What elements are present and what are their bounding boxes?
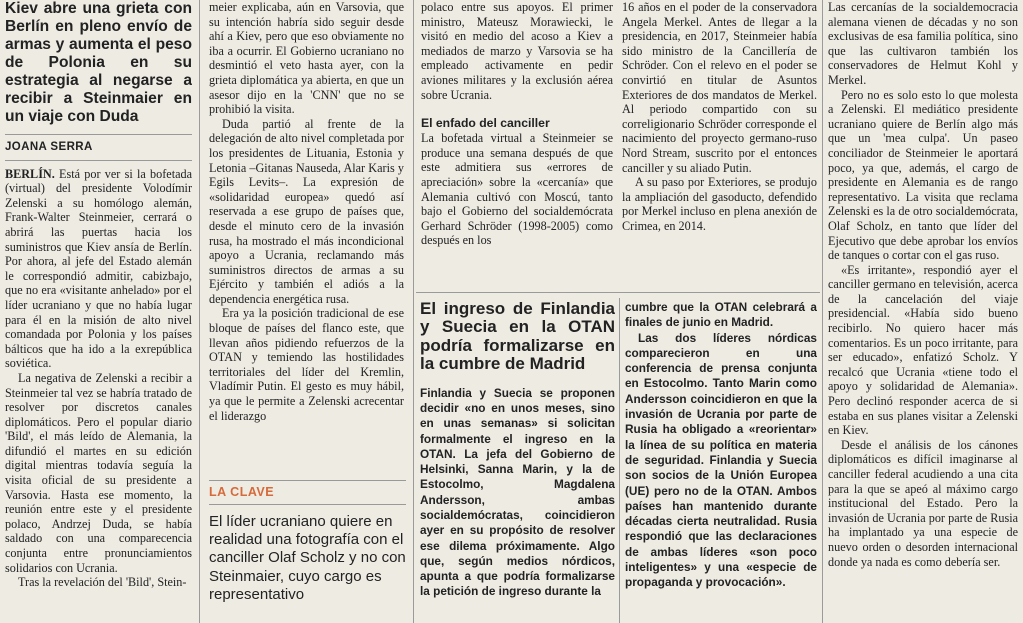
article-column-1 xyxy=(5,0,192,623)
article-paragraph: Las cercanías de la socialdemocracia alemana vienen de décadas y no son exclusivas de esa familia política, sino que las cultivaron también los conservadores de Helmut Kohl y Merkel. xyxy=(828,0,1018,87)
byline-rule-bottom xyxy=(5,160,192,161)
column-divider xyxy=(199,0,200,623)
article-headline: Kiev abre una grieta con Berlín en pleno envío de armas y aumenta el peso de Polonia en su estrategia al negarse a recibir a Steinmaier en un viaje con Duda xyxy=(5,0,192,125)
box-paragraph: Las dos líderes nórdicas comparecieron en una conferencia de prensa conjunta en Estocolmo. Tanto Marin como Andersson coincidieron en que la invasión de Ucrania por parte de Rusia ha obligado a «reorientar» la línea de su política en materia de seguridad. Finlandia y Suecia son socios de la Unión Europea (UE) pero no de la OTAN. Ambos países han mantenido durante décadas cierta neutralidad. Rusia respondió que las declaraciones de ambas líderes «son poco inteligentes» y una «especie de propaganda y provocación». xyxy=(625,330,817,590)
article-column-2 xyxy=(209,0,404,470)
box-top-rule xyxy=(416,292,820,293)
box-column-divider xyxy=(619,298,620,623)
box-headline: El ingreso de Finlandia y Suecia en la OTAN podría formalizarse en la cumbre de Madrid xyxy=(420,300,615,374)
article-paragraph: meier explicaba, aún en Varsovia, que su intención habría sido seguir desde ahí a Kiev, pero que eso obviamente no iba a ocurrir. El Gobierno ucraniano no desmintió el veto hasta ayer, con la grieta diplomática ya abierta, en que un asesor dijo en la 'CNN' que no se prohibió la visita. xyxy=(209,0,404,117)
clave-rule xyxy=(209,480,406,481)
clave-label: LA CLAVE xyxy=(209,485,275,499)
article-paragraph: Era ya la posición tradicional de ese bloque de países del flanco este, que llevan años pidiendo refuerzos de la OTAN y temiendo las hostilidades territoriales del líder del Kremlin, Vladímir Putin. El gesto es muy hábil, ya que le permite a Zelenski acrecentar el liderazgo xyxy=(209,306,404,423)
article-paragraph: polaco entre sus apoyos. El primer ministro, Mateusz Morawiecki, le visitó en medio del acoso a Kiev a mediados de marzo y Varsovia se ha empleado activamente en pedir aviones militares y la exclusión aérea sobre Ucrania. xyxy=(421,0,613,102)
section-subhead: El enfado del canciller xyxy=(421,116,550,131)
box-paragraph: Finlandia y Suecia se proponen decidir «no en unos meses, sino en unas semanas» si solicitan formalmente el ingreso en la OTAN. La jefa del Gobierno de Helsinki, Sanna Marin, y la de Estocolmo, Magdalena Andersson, ambas socialdemócratas, coincidieron ayer en su propósito de resolver ese dilema próximamente. Algo que, según medios nórdicos, apunta a que podría formalizarse la petición de ingreso durante la xyxy=(420,385,615,599)
dateline-city: BERLÍN. xyxy=(5,166,55,181)
article-column-3 xyxy=(421,0,613,280)
article-paragraph: A su paso por Exteriores, se produjo la ampliación del gasoducto, defendido por Merkel incluso en plena anexión de Crimea, en 2014. xyxy=(622,175,817,233)
article-column-4 xyxy=(622,0,817,280)
column-divider xyxy=(413,0,414,623)
article-paragraph: La negativa de Zelenski a recibir a Steinmeier tal vez se habría tratado de resolver por discretos canales diplomáticos. Pero el popular diario 'Bild', el más leído de Alemania, la difundió el martes en su edición digital mientras todavía seguía la visita oficial de su presidente a Varsovia. Hasta ese momento, la reunión entre este y el presidente polaco, Andrzej Duda, se había saldado con una comparecencia conjunta entre pronunciamientos solidarios con Ucrania. xyxy=(5,370,192,575)
article-paragraph: Desde el análisis de los cánones diplomáticos es difícil imaginarse al canciller federal acudiendo a una cita para la que se apeó al máximo cargo institucional del Estado. Pero la invasión de Ucrania por parte de Rusia ha implantado ya una especie de nuevo orden o desorden internacional donde ya nada es como debería ser. xyxy=(828,437,1018,569)
box-paragraph: cumbre que la OTAN celebrará a finales de junio en Madrid. xyxy=(625,300,817,330)
article-column-5 xyxy=(828,0,1018,623)
article-paragraph: La bofetada virtual a Steinmeier se produce una semana después de que este admitiera sus «errores de apreciación» sobre la «cercanía» que Alemania cultivó con Moscú, tanto bajo el Gobierno del socialdemócrata Gerhard Schröder (1998-2005) como después en los xyxy=(421,131,613,248)
clave-box xyxy=(209,480,406,623)
article-paragraph: Tras la revelación del 'Bild', Stein- xyxy=(18,575,187,590)
column-divider xyxy=(822,0,823,623)
box-column-2 xyxy=(625,300,817,623)
clave-rule xyxy=(209,504,406,505)
article-paragraph xyxy=(5,167,192,371)
article-paragraph: 16 años en el poder de la conservadora Angela Merkel. Antes de llegar a la presidencia, en 2017, Steinmeier había sido ministro de la Cancillería de Schröder. Con el relevo en el poder se convirtió en titular de Asuntos Exteriores de dos mandatos de Merkel. Al periodo compartido con su correligionario Schröder corresponde el nacimiento del proyecto germano-ruso Nord Stream, suscrito por el entonces canciller y su aliado Putin. xyxy=(622,0,817,175)
paragraph-text: Está por ver si la bofetada (virtual) del presidente Volodímir Zelenski a su homólogo alemán, Frank-Walter Steinmeier, cerrará o abrirá las puertas hacia los suministros que Kiev ansía de Berlín. Por ahora, al jefe del Estado alemán le correspondió admitir, cabizbajo, que no era «visitante anhelado» por el líder ucraniano y que no había lugar para él en la misión de alto nivel comandada por Polonia y los países bálticos que ha ido a la exrepública soviética. xyxy=(5,166,192,371)
article-byline: JOANA SERRA xyxy=(5,141,93,153)
article-paragraph: Duda partió al frente de la delegación de alto nivel completada por los presidentes de Lituania, Estonia y Letonia –Gitanas Nauseda, Alar Karis y Egils Levits–. La expresión de «solidaridad europea» quedó así reservada a ese grupo de países que, desde el minuto cero de la invasión rusa, ha mostrado el más incondicional apoyo a Ucrania, reclamando más suministros directos de armas a su Ejército y también el adiós a la dependencia energética rusa. xyxy=(209,116,404,306)
clave-text: El líder ucraniano quiere en realidad una fotografía con el canciller Olaf Scholz y no con Steinmaier, cuyo cargo es representativo xyxy=(209,513,406,603)
byline-rule-top xyxy=(5,134,192,135)
box-column-1 xyxy=(420,300,615,623)
article-paragraph: «Es irritante», respondió ayer el canciller germano en televisión, acerca de la cancelación del viaje presidencial. «Había sido bueno recibirlo. No quiero hacer más comentarios. Es un poco irritante, para ser educado», enfatizó Scholz. Y recalcó que Ucrania «tiene todo el apoyo y solidaridad de Alemania». Pero declinó responder acerca de si estaba en sus planes visitar a Zelenski en Kiev. xyxy=(828,262,1018,438)
article-paragraph: Pero no es solo esto lo que molesta a Zelenski. El mediático presidente ucraniano quiere de Berlín algo más que un 'mea culpa'. Un paseo conciliador de Steinmeier le aportará poco, ya que, además, el cargo de presidente en Alemania es de rango representativo. La visita que reclama Zelenski es la de otro socialdemócrata, Olaf Scholz, en tanto que líder del Ejecutivo que debe aprobar los envíos de tanques o cortar con el gas ruso. xyxy=(828,87,1018,263)
